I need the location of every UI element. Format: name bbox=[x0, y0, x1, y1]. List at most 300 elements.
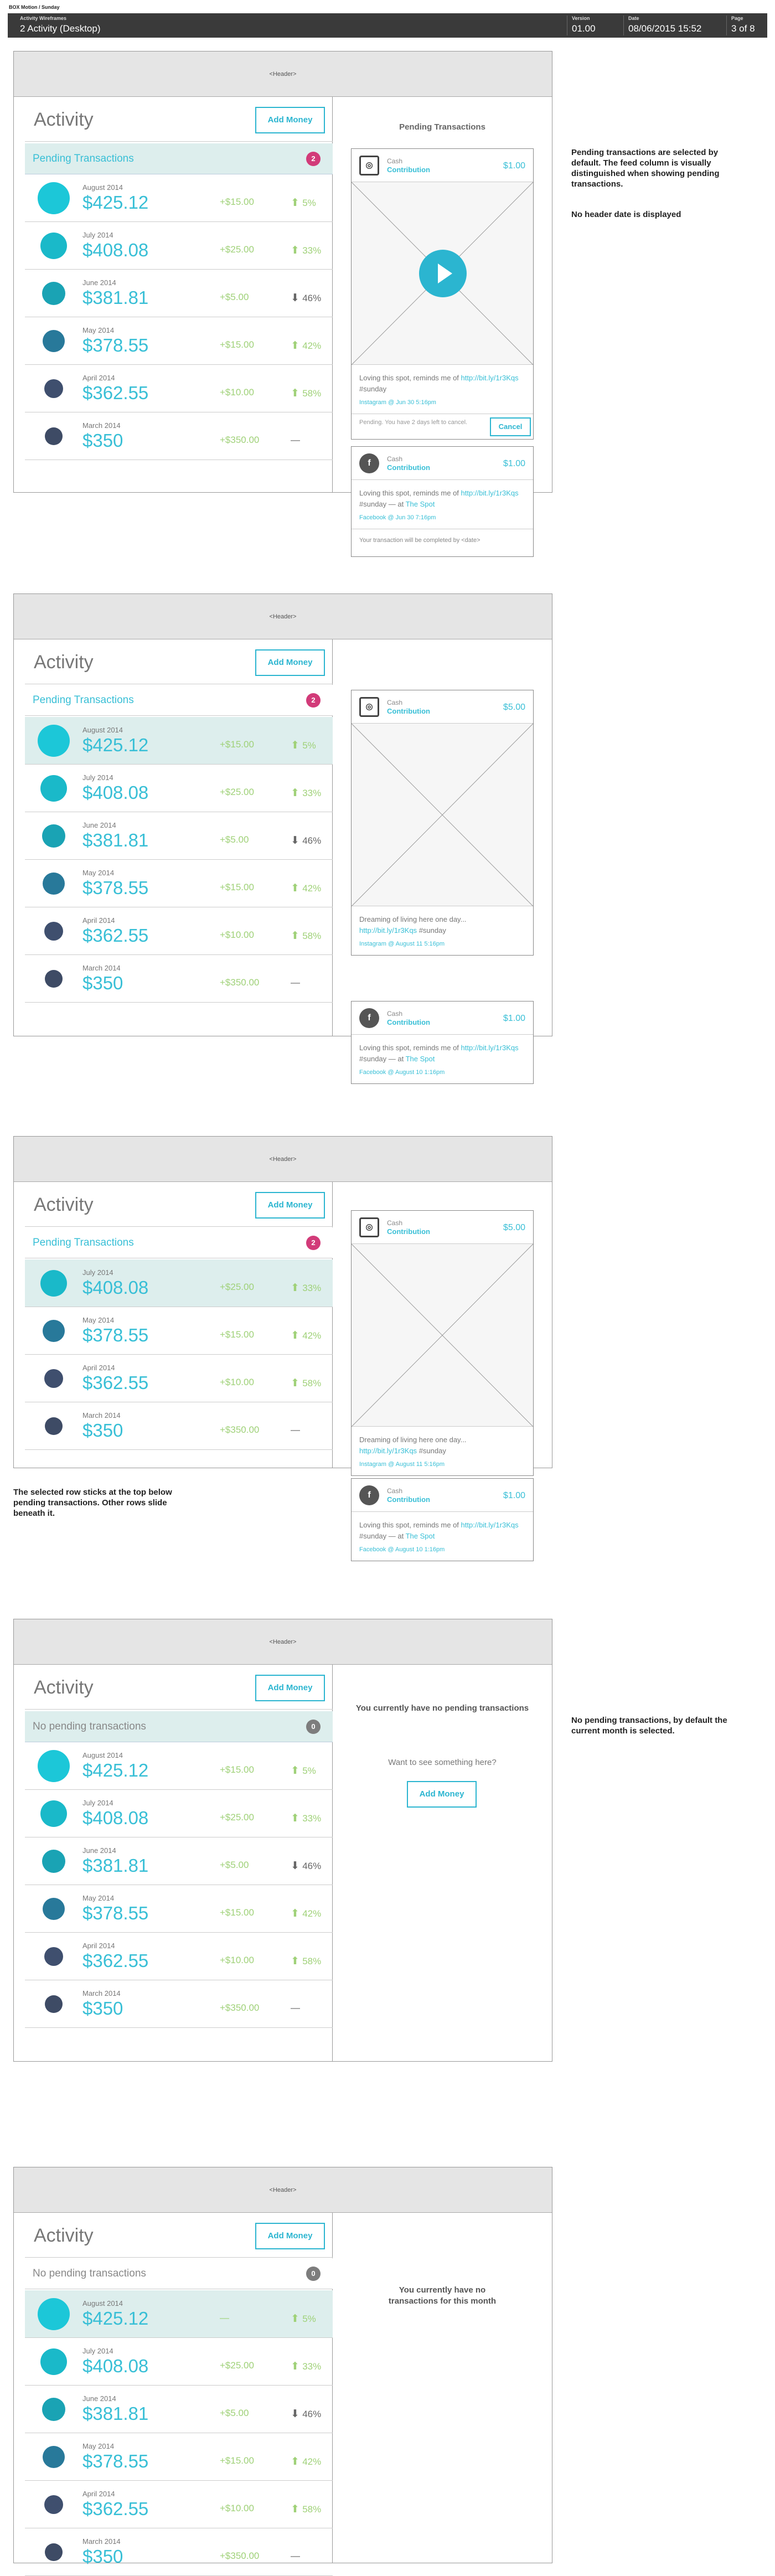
wireframe-cell bbox=[16, 16, 564, 35]
month-row[interactable] bbox=[25, 222, 333, 270]
card-amount: $1.00 bbox=[503, 1491, 525, 1500]
month-label: March 2014 bbox=[82, 421, 121, 430]
activity-panel bbox=[14, 1182, 333, 1468]
month-row[interactable] bbox=[25, 2338, 333, 2386]
arrow-up-icon: ⬆ bbox=[291, 245, 303, 256]
balance-amount: $350 bbox=[82, 430, 123, 451]
balance-amount: $378.55 bbox=[82, 2451, 149, 2471]
change-percent bbox=[291, 2503, 321, 2516]
arrow-up-icon: ⬆ bbox=[291, 2361, 303, 2372]
month-row[interactable] bbox=[25, 2528, 333, 2576]
card-source: Cash bbox=[387, 1487, 403, 1495]
transaction-card-facebook[interactable] bbox=[351, 1478, 534, 1561]
transaction-card-instagram[interactable] bbox=[351, 690, 534, 956]
transaction-card-facebook[interactable] bbox=[351, 446, 534, 557]
balance-circle-icon bbox=[43, 2446, 65, 2468]
date-label: Date bbox=[628, 16, 639, 21]
pending-cancel-bar bbox=[352, 414, 533, 439]
balance-circle-icon bbox=[44, 2495, 63, 2514]
month-label: March 2014 bbox=[82, 1411, 121, 1419]
change-percent bbox=[291, 339, 321, 352]
pending-label: No pending transactions bbox=[33, 2268, 146, 2279]
month-label: April 2014 bbox=[82, 2490, 115, 2498]
empty-state-message: You currently have no transactions for this month bbox=[388, 2285, 497, 2306]
balance-amount: $378.55 bbox=[82, 335, 149, 355]
annotation-note: Pending transactions are selected by default. The feed column is visually distinguished when showing pending transactions. bbox=[571, 148, 720, 189]
balance-circle-icon bbox=[43, 1898, 65, 1920]
month-label: March 2014 bbox=[82, 1989, 121, 1997]
camera-icon: ◎ bbox=[359, 697, 379, 717]
balance-amount: $425.12 bbox=[82, 2308, 149, 2329]
month-row[interactable] bbox=[25, 717, 333, 765]
caption-text: Loving this spot, reminds me of bbox=[359, 374, 459, 382]
month-label: August 2014 bbox=[82, 1751, 123, 1759]
month-list bbox=[25, 1259, 333, 1450]
percent-value: 5% bbox=[302, 1765, 316, 1776]
month-row[interactable] bbox=[25, 1837, 333, 1885]
card-caption bbox=[352, 1512, 533, 1544]
month-row[interactable] bbox=[25, 1933, 333, 1980]
change-percent bbox=[291, 435, 300, 446]
change-amount: +$15.00 bbox=[220, 1764, 254, 1775]
change-percent bbox=[291, 2360, 321, 2373]
arrow-up-icon: ⬆ bbox=[291, 1330, 303, 1341]
balance-circle-icon bbox=[44, 379, 63, 398]
month-label: May 2014 bbox=[82, 869, 115, 877]
month-label: August 2014 bbox=[82, 726, 123, 734]
card-type: Contribution bbox=[387, 1227, 430, 1236]
card-header bbox=[352, 1479, 533, 1512]
card-header bbox=[352, 447, 533, 480]
arrow-up-icon: ⬆ bbox=[291, 740, 303, 751]
month-label: July 2014 bbox=[82, 231, 113, 239]
balance-amount: $362.55 bbox=[82, 383, 149, 403]
add-money-button[interactable]: Add Money bbox=[255, 649, 325, 676]
month-row[interactable] bbox=[25, 2481, 333, 2528]
annotation-note: No header date is displayed bbox=[571, 210, 681, 219]
percent-value: 42% bbox=[302, 340, 322, 351]
add-money-button[interactable]: Add Money bbox=[407, 1781, 477, 1808]
percent-value: 5% bbox=[302, 198, 316, 208]
balance-amount: $408.08 bbox=[82, 2356, 149, 2376]
month-row[interactable] bbox=[25, 1259, 333, 1307]
month-label: April 2014 bbox=[82, 1942, 115, 1950]
month-row[interactable] bbox=[25, 1355, 333, 1402]
caption-link[interactable]: http://bit.ly/1r3Kqs bbox=[461, 374, 519, 382]
arrow-up-icon: ⬆ bbox=[291, 340, 303, 352]
activity-panel bbox=[14, 2213, 333, 2567]
month-row[interactable] bbox=[25, 365, 333, 412]
month-row[interactable] bbox=[25, 1402, 333, 1450]
caption-link[interactable]: http://bit.ly/1r3Kqs bbox=[461, 1044, 519, 1052]
arrow-up-icon: ⬆ bbox=[291, 787, 303, 799]
change-percent bbox=[291, 977, 300, 988]
change-amount: +$5.00 bbox=[220, 2408, 249, 2418]
card-meta[interactable]: Facebook @ Jun 30 7:16pm bbox=[359, 514, 436, 521]
balance-circle-icon bbox=[44, 922, 63, 941]
change-percent bbox=[291, 2312, 316, 2325]
card-amount: $1.00 bbox=[503, 1014, 525, 1023]
month-label: April 2014 bbox=[82, 374, 115, 382]
pending-label: Pending Transactions bbox=[33, 1237, 134, 1248]
add-money-button[interactable]: Add Money bbox=[255, 2223, 325, 2249]
header-placeholder: <Header> bbox=[14, 51, 552, 97]
change-amount: +$10.00 bbox=[220, 387, 254, 398]
change-amount: +$5.00 bbox=[220, 1860, 249, 1870]
balance-circle-icon bbox=[42, 282, 65, 305]
balance-amount: $425.12 bbox=[82, 192, 149, 213]
month-label: March 2014 bbox=[82, 964, 121, 972]
percent-value: — bbox=[291, 1424, 300, 1435]
caption-hashtag: #sunday — at bbox=[359, 500, 404, 508]
percent-value: 58% bbox=[302, 1956, 322, 1966]
cancel-button[interactable]: Cancel bbox=[490, 417, 531, 436]
month-label: July 2014 bbox=[82, 1799, 113, 1807]
pending-label: Pending Transactions bbox=[33, 694, 134, 706]
card-source: Cash bbox=[387, 1010, 403, 1018]
balance-amount: $425.12 bbox=[82, 1760, 149, 1780]
date-cell bbox=[623, 16, 723, 35]
balance-amount: $425.12 bbox=[82, 735, 149, 755]
feed-panel bbox=[333, 2213, 552, 2563]
change-percent bbox=[291, 1424, 300, 1436]
transaction-card-instagram[interactable] bbox=[351, 148, 534, 440]
month-row[interactable] bbox=[25, 2433, 333, 2481]
annotation-note: No pending transactions, by default the current month is selected. bbox=[571, 1716, 727, 1736]
change-percent bbox=[291, 1282, 321, 1294]
month-row[interactable] bbox=[25, 765, 333, 812]
balance-amount: $381.81 bbox=[82, 830, 149, 850]
pending-count-badge: 0 bbox=[306, 2267, 321, 2281]
month-row[interactable] bbox=[25, 1885, 333, 1933]
balance-amount: $378.55 bbox=[82, 877, 149, 898]
balance-circle-icon bbox=[45, 427, 63, 445]
caption-place-link[interactable]: The Spot bbox=[405, 1532, 435, 1540]
page-cell bbox=[726, 16, 765, 35]
pending-count-badge: 2 bbox=[306, 693, 321, 708]
month-row[interactable] bbox=[25, 1307, 333, 1355]
balance-circle-icon bbox=[38, 182, 70, 214]
pending-transactions-row[interactable] bbox=[25, 685, 333, 716]
balance-circle-icon bbox=[38, 1750, 70, 1782]
divider bbox=[25, 1709, 333, 1710]
caption-hashtag: #sunday bbox=[359, 385, 387, 393]
change-percent bbox=[291, 787, 321, 799]
card-type: Contribution bbox=[387, 166, 430, 174]
caption-link[interactable]: http://bit.ly/1r3Kqs bbox=[359, 926, 417, 935]
month-label: July 2014 bbox=[82, 773, 113, 782]
change-amount: +$15.00 bbox=[220, 197, 254, 207]
balance-circle-icon bbox=[42, 2398, 65, 2421]
month-label: May 2014 bbox=[82, 326, 115, 334]
arrow-up-icon: ⬆ bbox=[291, 1377, 303, 1389]
arrow-down-icon: ⬇ bbox=[291, 2408, 303, 2420]
play-icon[interactable] bbox=[419, 250, 467, 297]
card-amount: $5.00 bbox=[503, 1223, 525, 1232]
add-money-button[interactable]: Add Money bbox=[255, 107, 325, 133]
percent-value: 5% bbox=[302, 740, 316, 751]
card-source: Cash bbox=[387, 1219, 403, 1227]
change-percent bbox=[291, 930, 321, 942]
balance-amount: $408.08 bbox=[82, 1808, 149, 1828]
caption-place-link[interactable]: The Spot bbox=[405, 500, 435, 508]
percent-value: 42% bbox=[302, 2456, 322, 2467]
card-meta[interactable]: Instagram @ Jun 30 5:16pm bbox=[359, 399, 436, 406]
activity-title: Activity bbox=[34, 1677, 94, 1698]
percent-value: 46% bbox=[302, 293, 322, 303]
balance-amount: $381.81 bbox=[82, 1855, 149, 1876]
month-label: May 2014 bbox=[82, 1316, 115, 1324]
month-label: May 2014 bbox=[82, 2442, 115, 2450]
balance-amount: $350 bbox=[82, 1420, 123, 1441]
percent-value: 46% bbox=[302, 835, 322, 846]
image-placeholder[interactable] bbox=[352, 724, 533, 906]
percent-value: 33% bbox=[302, 788, 322, 798]
card-meta[interactable]: Instagram @ August 11 5:16pm bbox=[359, 1461, 445, 1468]
pending-count-badge: 2 bbox=[306, 152, 321, 166]
month-row[interactable] bbox=[25, 860, 333, 907]
change-percent bbox=[291, 1764, 316, 1777]
caption-place-link[interactable]: The Spot bbox=[405, 1055, 435, 1063]
activity-panel bbox=[14, 1665, 333, 2061]
month-label: June 2014 bbox=[82, 1846, 116, 1855]
card-source: Cash bbox=[387, 455, 403, 463]
change-percent bbox=[291, 244, 321, 257]
month-row[interactable] bbox=[25, 2386, 333, 2433]
card-header bbox=[352, 690, 533, 724]
percent-value: 42% bbox=[302, 1330, 322, 1341]
card-caption bbox=[352, 480, 533, 512]
percent-value: 58% bbox=[302, 388, 322, 399]
card-type: Contribution bbox=[387, 463, 430, 472]
empty-state-message: You currently have no pending transactions bbox=[355, 1703, 529, 1713]
month-list bbox=[25, 717, 333, 1003]
caption-link[interactable]: http://bit.ly/1r3Kqs bbox=[461, 489, 519, 497]
project-label: BOX Motion / Sunday bbox=[9, 4, 60, 10]
arrow-up-icon: ⬆ bbox=[291, 2456, 303, 2467]
activity-title: Activity bbox=[34, 1194, 94, 1215]
wireframe-no-month-transactions bbox=[13, 2167, 552, 2567]
divider bbox=[25, 2257, 333, 2258]
facebook-icon: f bbox=[359, 1485, 379, 1505]
month-list bbox=[25, 2290, 333, 2576]
card-caption bbox=[352, 1427, 533, 1459]
change-percent bbox=[291, 387, 321, 400]
month-row[interactable] bbox=[25, 412, 333, 460]
change-percent bbox=[291, 1812, 321, 1825]
camera-icon: ◎ bbox=[359, 1217, 379, 1237]
pending-transactions-row[interactable] bbox=[25, 143, 333, 174]
percent-value: — bbox=[291, 2002, 300, 2013]
change-percent bbox=[291, 2455, 321, 2468]
transaction-card-facebook[interactable] bbox=[351, 1001, 534, 1084]
balance-circle-icon bbox=[43, 1320, 65, 1342]
pending-label: No pending transactions bbox=[33, 1721, 146, 1732]
balance-circle-icon bbox=[40, 775, 67, 802]
pending-transactions-row[interactable] bbox=[25, 1227, 333, 1258]
pending-label: Pending Transactions bbox=[33, 153, 134, 164]
transaction-card-instagram[interactable] bbox=[351, 1210, 534, 1476]
balance-amount: $350 bbox=[82, 2546, 123, 2567]
page-value: 3 of 8 bbox=[731, 23, 755, 34]
facebook-icon: f bbox=[359, 453, 379, 473]
balance-circle-icon bbox=[45, 1995, 63, 2013]
version-cell bbox=[567, 16, 617, 35]
month-label: May 2014 bbox=[82, 1894, 115, 1902]
balance-amount: $378.55 bbox=[82, 1903, 149, 1923]
month-row[interactable] bbox=[25, 174, 333, 222]
version-label: Version bbox=[572, 16, 590, 21]
arrow-up-icon: ⬆ bbox=[291, 197, 303, 209]
image-placeholder[interactable] bbox=[352, 1244, 533, 1427]
arrow-up-icon: ⬆ bbox=[291, 930, 303, 942]
change-amount: +$25.00 bbox=[220, 1282, 254, 1292]
change-percent bbox=[291, 197, 316, 209]
percent-value: 33% bbox=[302, 1813, 322, 1824]
change-amount: +$25.00 bbox=[220, 2360, 254, 2371]
percent-value: 33% bbox=[302, 245, 322, 256]
card-caption bbox=[352, 365, 533, 397]
month-label: April 2014 bbox=[82, 916, 115, 925]
change-percent bbox=[291, 2002, 300, 2014]
caption-hashtag: #sunday bbox=[418, 926, 446, 935]
balance-amount: $381.81 bbox=[82, 2403, 149, 2424]
change-amount: +$15.00 bbox=[220, 2455, 254, 2466]
wireframe-label: Activity Wireframes bbox=[20, 16, 66, 21]
month-row[interactable] bbox=[25, 812, 333, 860]
document-info-bar bbox=[8, 13, 767, 38]
change-percent bbox=[291, 1860, 321, 1872]
arrow-up-icon: ⬆ bbox=[291, 2503, 303, 2515]
change-amount: +$350.00 bbox=[220, 435, 260, 445]
month-row[interactable] bbox=[25, 270, 333, 317]
pending-transactions-row[interactable] bbox=[25, 2258, 333, 2289]
divider bbox=[25, 1226, 333, 1227]
caption-link[interactable]: http://bit.ly/1r3Kqs bbox=[359, 1447, 417, 1455]
change-amount: +$25.00 bbox=[220, 244, 254, 255]
caption-text: Dreaming of living here one day... bbox=[359, 1436, 467, 1444]
balance-circle-icon bbox=[44, 1369, 63, 1388]
balance-circle-icon bbox=[43, 873, 65, 895]
version-value: 01.00 bbox=[572, 23, 596, 34]
balance-circle-icon bbox=[43, 330, 65, 352]
pending-count-badge: 2 bbox=[306, 1236, 321, 1250]
month-label: August 2014 bbox=[82, 2299, 123, 2307]
percent-value: 58% bbox=[302, 2504, 322, 2515]
change-percent bbox=[291, 882, 321, 895]
balance-circle-icon bbox=[40, 2348, 67, 2375]
card-header bbox=[352, 1211, 533, 1244]
card-meta[interactable]: Facebook @ August 10 1:16pm bbox=[359, 1546, 445, 1553]
card-meta[interactable]: Instagram @ August 11 5:16pm bbox=[359, 941, 445, 947]
arrow-up-icon: ⬆ bbox=[291, 1282, 303, 1294]
change-percent bbox=[291, 1377, 321, 1390]
arrow-up-icon: ⬆ bbox=[291, 1765, 303, 1777]
arrow-up-icon: ⬆ bbox=[291, 2313, 303, 2325]
activity-panel bbox=[14, 97, 333, 492]
month-row[interactable] bbox=[25, 955, 333, 1003]
percent-value: 33% bbox=[302, 2361, 322, 2372]
change-amount: +$15.00 bbox=[220, 882, 254, 892]
change-percent bbox=[291, 1329, 321, 1342]
add-money-button[interactable]: Add Money bbox=[255, 1675, 325, 1701]
video-placeholder[interactable] bbox=[352, 182, 533, 365]
month-list bbox=[25, 1742, 333, 2028]
card-amount: $1.00 bbox=[503, 459, 525, 468]
activity-title: Activity bbox=[34, 652, 94, 673]
placeholder-cross bbox=[352, 724, 533, 906]
caption-hashtag: #sunday bbox=[418, 1447, 446, 1455]
add-money-button[interactable]: Add Money bbox=[255, 1192, 325, 1219]
feed-column-title: Pending Transactions bbox=[399, 122, 485, 132]
month-row[interactable] bbox=[25, 1742, 333, 1790]
card-amount: $5.00 bbox=[503, 703, 525, 712]
activity-panel bbox=[14, 639, 333, 1036]
change-amount: +$10.00 bbox=[220, 2503, 254, 2513]
change-amount: +$25.00 bbox=[220, 787, 254, 797]
annotation-note: The selected row sticks at the top below pending transactions. Other rows slide beneath it. bbox=[13, 1488, 172, 1518]
month-row[interactable] bbox=[25, 2290, 333, 2338]
change-amount: +$350.00 bbox=[220, 977, 260, 988]
arrow-up-icon: ⬆ bbox=[291, 1955, 303, 1967]
arrow-up-icon: ⬆ bbox=[291, 1908, 303, 1919]
caption-hashtag: #sunday — at bbox=[359, 1532, 404, 1540]
card-type: Contribution bbox=[387, 1018, 430, 1026]
caption-hashtag: #sunday — at bbox=[359, 1055, 404, 1063]
balance-circle-icon bbox=[44, 1947, 63, 1966]
change-percent bbox=[291, 2408, 321, 2420]
change-amount: +$15.00 bbox=[220, 1907, 254, 1918]
change-amount: +$10.00 bbox=[220, 930, 254, 940]
change-percent bbox=[291, 292, 321, 304]
date-value: 08/06/2015 15:52 bbox=[628, 23, 702, 34]
balance-circle-icon bbox=[45, 1417, 63, 1435]
month-label: July 2014 bbox=[82, 2347, 113, 2355]
percent-value: — bbox=[291, 977, 300, 988]
month-label: June 2014 bbox=[82, 2394, 116, 2403]
percent-value: 46% bbox=[302, 2409, 322, 2419]
percent-value: — bbox=[291, 435, 300, 445]
balance-circle-icon bbox=[42, 1850, 65, 1873]
change-amount: +$350.00 bbox=[220, 2002, 260, 2013]
month-row[interactable] bbox=[25, 317, 333, 365]
balance-circle-icon bbox=[38, 2298, 70, 2330]
camera-icon: ◎ bbox=[359, 156, 379, 175]
pending-transactions-row[interactable] bbox=[25, 1711, 333, 1742]
month-row[interactable] bbox=[25, 1980, 333, 2028]
change-amount: +$10.00 bbox=[220, 1955, 254, 1965]
change-amount: +$15.00 bbox=[220, 1329, 254, 1340]
card-caption bbox=[352, 1035, 533, 1067]
month-label: August 2014 bbox=[82, 183, 123, 192]
percent-value: 42% bbox=[302, 1908, 322, 1919]
month-label: July 2014 bbox=[82, 1268, 113, 1277]
caption-text: Loving this spot, reminds me of bbox=[359, 489, 459, 497]
change-amount: +$350.00 bbox=[220, 2551, 260, 2561]
change-amount: +$15.00 bbox=[220, 339, 254, 350]
month-row[interactable] bbox=[25, 1790, 333, 1837]
percent-value: 5% bbox=[302, 2314, 316, 2324]
percent-value: 46% bbox=[302, 1861, 322, 1871]
card-meta[interactable]: Facebook @ August 10 1:16pm bbox=[359, 1069, 445, 1076]
month-row[interactable] bbox=[25, 907, 333, 955]
balance-amount: $350 bbox=[82, 1998, 123, 2019]
divider bbox=[25, 141, 333, 142]
card-amount: $1.00 bbox=[503, 161, 525, 171]
change-amount: — bbox=[220, 2312, 229, 2323]
balance-amount: $350 bbox=[82, 973, 123, 993]
caption-link[interactable]: http://bit.ly/1r3Kqs bbox=[461, 1521, 519, 1529]
